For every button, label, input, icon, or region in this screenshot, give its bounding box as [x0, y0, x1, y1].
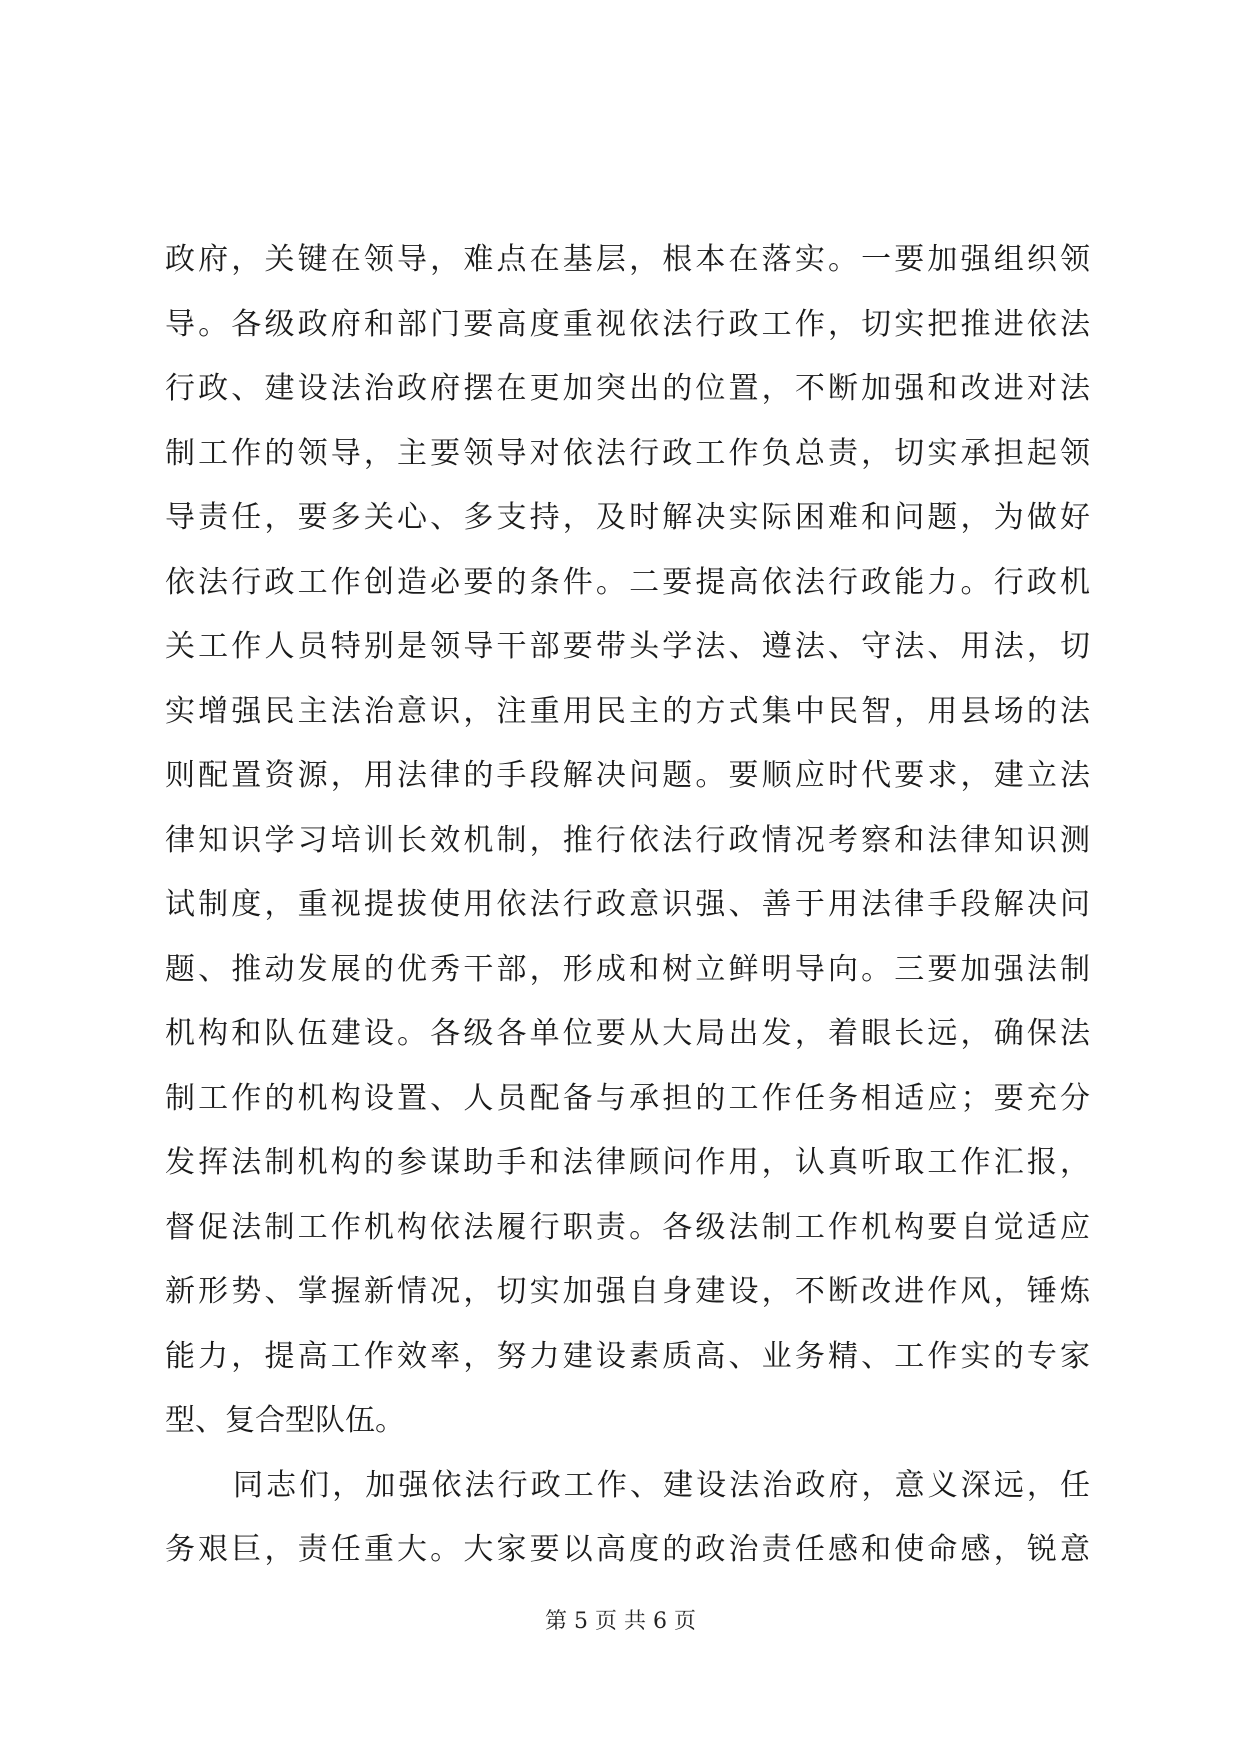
text-line: 督促法制工作机构依法履行职责。各级法制工作机构要自觉适应	[165, 1209, 1090, 1245]
text-line: 依法行政工作创造必要的条件。二要提高依法行政能力。行政机	[165, 564, 1090, 600]
text-line: 务艰巨，责任重大。大家要以高度的政治责任感和使命感，锐意	[165, 1532, 1090, 1567]
text-line: 题、推动发展的优秀干部，形成和树立鲜明导向。三要加强法制	[165, 951, 1090, 987]
text-line: 型、复合型队伍。	[165, 1403, 405, 1438]
text-line: 律知识学习培训长效机制，推行依法行政情况考察和法律知识测	[165, 822, 1090, 858]
text-line: 实增强民主法治意识，注重用民主的方式集中民智，用县场的法	[165, 693, 1090, 729]
text-line: 政府，关键在领导，难点在基层，根本在落实。一要加强组织领	[165, 242, 1090, 277]
text-line: 导。各级政府和部门要高度重视依法行政工作，切实把推进依法	[165, 306, 1090, 342]
text-line: 关工作人员特别是领导干部要带头学法、遵法、守法、用法，切	[165, 629, 1090, 664]
text-line: 新形势、掌握新情况，切实加强自身建设，不断改进作风，锤炼	[165, 1274, 1090, 1309]
text-line: 行政、建设法治政府摆在更加突出的位置，不断加强和改进对法	[165, 371, 1090, 406]
text-line: 同志们，加强依法行政工作、建设法治政府，意义深远，任	[233, 1467, 1090, 1503]
text-line: 能力，提高工作效率，努力建设素质高、业务精、工作实的专家	[165, 1338, 1090, 1374]
text-line: 则配置资源，用法律的手段解决问题。要顺应时代要求，建立法	[165, 758, 1090, 793]
page-footer: 第 5 页 共 6 页	[545, 1609, 696, 1634]
text-line: 导责任，要多关心、多支持，及时解决实际困难和问题，为做好	[165, 500, 1090, 535]
text-line: 机构和队伍建设。各级各单位要从大局出发，着眼长远，确保法	[165, 1016, 1090, 1051]
body-text	[165, 228, 1090, 1583]
text-line: 试制度，重视提拔使用依法行政意识强、善于用法律手段解决问	[165, 887, 1090, 922]
text-line: 制工作的领导，主要领导对依法行政工作负总责，切实承担起领	[165, 435, 1090, 471]
text-line: 发挥法制机构的参谋助手和法律顾问作用，认真听取工作汇报，	[165, 1145, 1090, 1180]
text-line: 制工作的机构设置、人员配备与承担的工作任务相适应；要充分	[165, 1080, 1090, 1116]
